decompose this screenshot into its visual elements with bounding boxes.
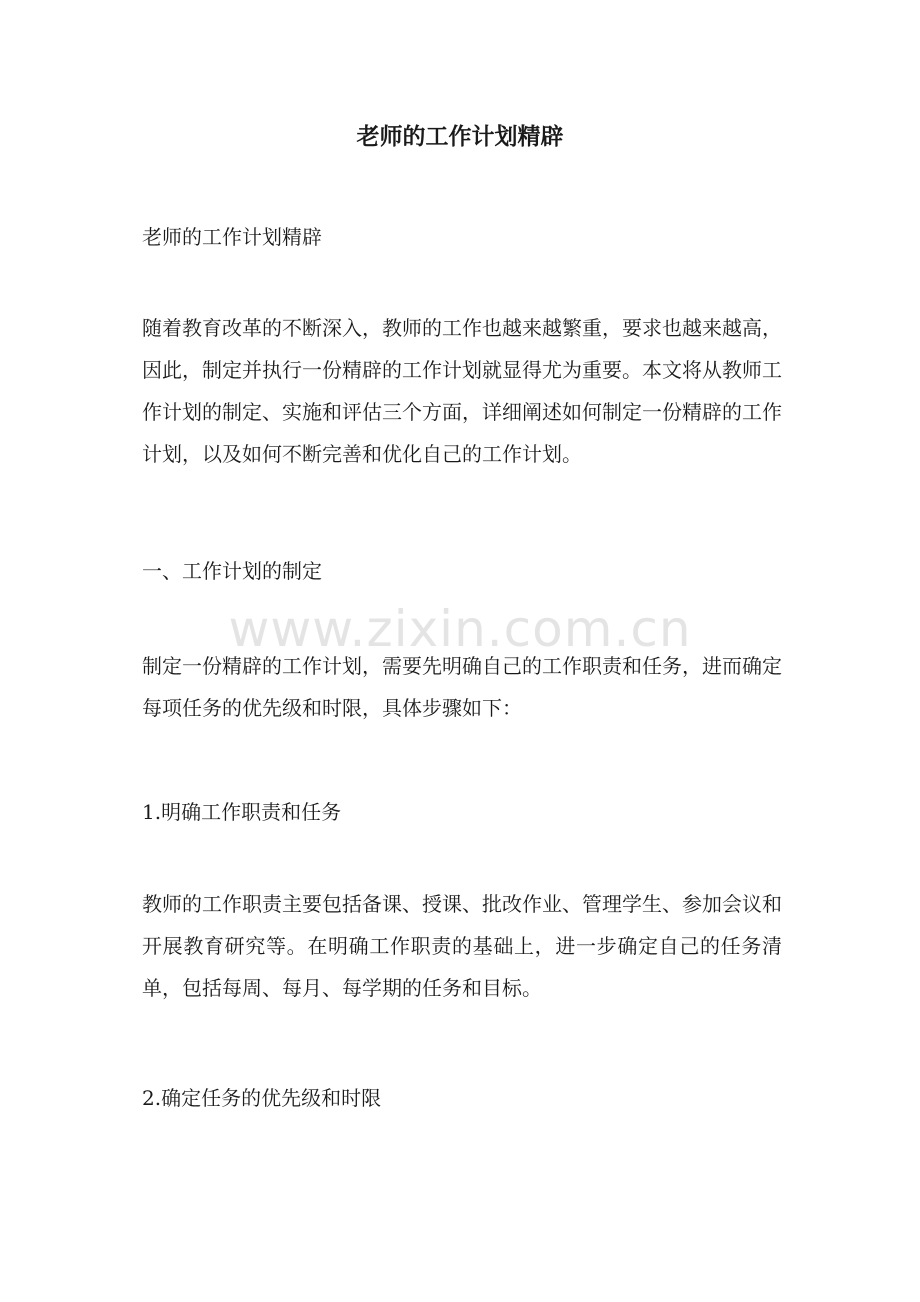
section-heading-1: 一、工作计划的制定 [142,559,322,583]
section-1-paragraph: 制定一份精辟的工作计划，需要先明确自己的工作职责和任务，进而确定每项任务的优先级和时限，具体步骤如下： [142,654,782,720]
watermark: www.zixin.com.cn [228,600,692,658]
subheading-1: 1.明确工作职责和任务 [142,800,342,824]
intro-paragraph: 随着教育改革的不断深入，教师的工作也越来越繁重，要求也越来越高，因此，制定并执行一份精辟的工作计划就显得尤为重要。本文将从教师工作计划的制定、实施和评估三个方面，详细阐述如何制定一份精辟的工作计划，以及如何不断完善和优化自己的工作计划。 [142,316,782,466]
duties-paragraph: 教师的工作职责主要包括备课、授课、批改作业、管理学生、参加会议和开展教育研究等。在明确工作职责的基础上，进一步确定自己的任务清单，包括每周、每月、每学期的任务和目标。 [142,892,782,1000]
subtitle-paragraph: 老师的工作计划精辟 [142,225,322,249]
subheading-2: 2.确定任务的优先级和时限 [142,1086,382,1110]
document-title: 老师的工作计划精辟 [356,124,564,150]
